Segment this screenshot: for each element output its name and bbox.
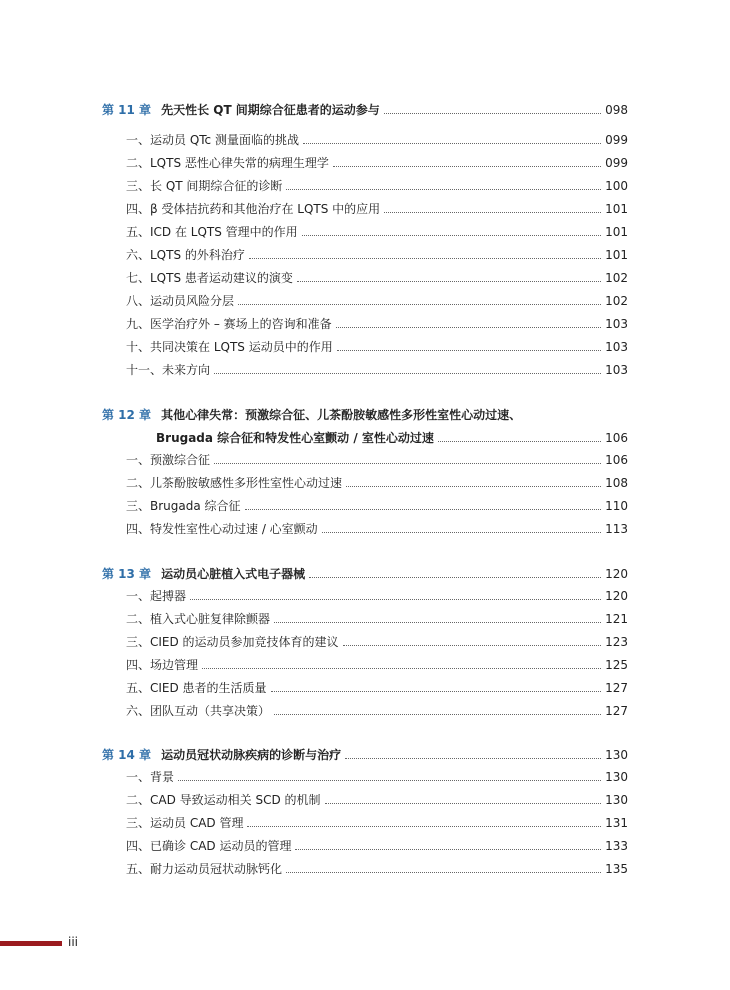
- section-entry[interactable]: [126, 174, 628, 194]
- section-entry[interactable]: [126, 494, 628, 514]
- section-entry[interactable]: [126, 834, 628, 854]
- section-entry[interactable]: [126, 607, 628, 627]
- section-title: 七、LQTS 患者运动建议的演变: [126, 271, 293, 285]
- section-page-number: 125: [605, 658, 628, 672]
- dot-leader: [384, 113, 601, 114]
- chapter-entry[interactable]: [102, 403, 628, 423]
- dot-leader: [295, 849, 601, 850]
- dot-leader: [297, 281, 601, 282]
- section-page-number: 099: [605, 156, 628, 170]
- section-title: 二、CAD 导致运动相关 SCD 的机制: [126, 793, 321, 807]
- section-title: 一、预激综合征: [126, 453, 211, 467]
- dot-leader: [190, 599, 601, 600]
- dot-leader: [346, 486, 601, 487]
- chapter-title: 运动员心脏植入式电子器械: [161, 567, 306, 581]
- section-title: 四、已确诊 CAD 运动员的管理: [126, 839, 292, 853]
- section-title: 三、运动员 CAD 管理: [126, 816, 244, 830]
- section-title: 三、Brugada 综合征: [126, 499, 241, 513]
- dot-leader: [238, 304, 601, 305]
- section-page-number: 102: [605, 271, 628, 285]
- dot-leader: [271, 691, 602, 692]
- section-entry[interactable]: [126, 448, 628, 468]
- section-page-number: 103: [605, 317, 628, 331]
- dot-leader: [303, 143, 601, 144]
- section-title: 四、特发性室性心动过速 / 心室颤动: [126, 522, 318, 536]
- section-title: 五、耐力运动员冠状动脉钙化: [126, 862, 283, 876]
- section-title: 六、LQTS 的外科治疗: [126, 248, 245, 262]
- section-page-number: 103: [605, 340, 628, 354]
- dot-leader: [274, 622, 601, 623]
- section-title: 五、CIED 患者的生活质量: [126, 681, 267, 695]
- dot-leader: [178, 780, 601, 781]
- dot-leader: [384, 212, 601, 213]
- section-title: 十、共同决策在 LQTS 运动员中的作用: [126, 340, 333, 354]
- section-title: 八、运动员风险分层: [126, 294, 235, 308]
- section-entry[interactable]: [126, 335, 628, 355]
- dot-leader: [302, 235, 601, 236]
- section-title: 二、LQTS 恶性心律失常的病理生理学: [126, 156, 329, 170]
- dot-leader: [286, 189, 601, 190]
- section-page-number: 130: [605, 770, 628, 784]
- section-title: 一、运动员 QTc 测量面临的挑战: [126, 133, 299, 147]
- section-page-number: 121: [605, 612, 628, 626]
- section-page-number: 130: [605, 793, 628, 807]
- section-entry[interactable]: [126, 220, 628, 240]
- dot-leader: [438, 441, 601, 442]
- section-title: 一、背景: [126, 770, 175, 784]
- chapter-title-continued: Brugada 综合征和特发性心室颤动 / 室性心动过速: [156, 431, 434, 445]
- section-entry[interactable]: [126, 857, 628, 877]
- section-entry[interactable]: [126, 699, 628, 719]
- section-entry[interactable]: [126, 765, 628, 785]
- section-title: 三、CIED 的运动员参加竞技体育的建议: [126, 635, 339, 649]
- dot-leader: [249, 258, 601, 259]
- chapter-page-number: 106: [605, 431, 628, 445]
- dot-leader: [345, 758, 601, 759]
- chapter-page-number: 120: [605, 567, 628, 581]
- section-page-number: 108: [605, 476, 628, 490]
- section-page-number: 100: [605, 179, 628, 193]
- section-entry[interactable]: [126, 517, 628, 537]
- chapter-entry-continued[interactable]: [156, 426, 628, 446]
- section-title: 二、儿茶酚胺敏感性多形性室性心动过速: [126, 476, 343, 490]
- section-entry[interactable]: [126, 584, 628, 604]
- section-title: 十一、未来方向: [126, 363, 211, 377]
- section-page-number: 135: [605, 862, 628, 876]
- section-title: 六、团队互动（共享决策）: [126, 704, 271, 718]
- section-title: 二、植入式心脏复律除颤器: [126, 612, 271, 626]
- section-title: 九、医学治疗外 – 赛场上的咨询和准备: [126, 317, 332, 331]
- dot-leader: [343, 645, 602, 646]
- chapter-entry[interactable]: [102, 98, 628, 118]
- chapter-page-number: 098: [605, 103, 628, 117]
- section-entry[interactable]: [126, 788, 628, 808]
- section-page-number: 131: [605, 816, 628, 830]
- dot-leader: [286, 872, 601, 873]
- section-page-number: 099: [605, 133, 628, 147]
- dot-leader: [325, 803, 602, 804]
- section-entry[interactable]: [126, 471, 628, 491]
- dot-leader: [214, 373, 601, 374]
- section-entry[interactable]: [126, 151, 628, 171]
- dot-leader: [322, 532, 601, 533]
- dot-leader: [336, 327, 601, 328]
- section-entry[interactable]: [126, 266, 628, 286]
- section-entry[interactable]: [126, 811, 628, 831]
- chapter-number: 第 13 章: [102, 567, 152, 581]
- dot-leader: [309, 577, 601, 578]
- chapter-entry[interactable]: [102, 743, 628, 763]
- dot-leader: [202, 668, 601, 669]
- footer-accent-bar: [0, 941, 62, 946]
- dot-leader: [245, 509, 602, 510]
- section-page-number: 110: [605, 499, 628, 513]
- section-page-number: 103: [605, 363, 628, 377]
- chapter-page-number: 130: [605, 748, 628, 762]
- section-page-number: 127: [605, 704, 628, 718]
- chapter-entry[interactable]: [102, 562, 628, 582]
- section-entry[interactable]: [126, 128, 628, 148]
- section-page-number: 101: [605, 225, 628, 239]
- section-page-number: 133: [605, 839, 628, 853]
- section-page-number: 101: [605, 202, 628, 216]
- chapter-number: 第 11 章: [102, 103, 152, 117]
- section-page-number: 123: [605, 635, 628, 649]
- chapter-number: 第 12 章: [102, 408, 152, 422]
- section-title: 四、场边管理: [126, 658, 199, 672]
- section-page-number: 106: [605, 453, 628, 467]
- dot-leader: [337, 350, 601, 351]
- section-entry[interactable]: [126, 653, 628, 673]
- dot-leader: [247, 826, 601, 827]
- section-title: 一、起搏器: [126, 589, 187, 603]
- section-page-number: 120: [605, 589, 628, 603]
- dot-leader: [274, 714, 601, 715]
- dot-leader: [214, 463, 601, 464]
- section-entry[interactable]: [126, 312, 628, 332]
- chapter-number: 第 14 章: [102, 748, 152, 762]
- section-page-number: 101: [605, 248, 628, 262]
- section-entry[interactable]: [126, 289, 628, 309]
- footer-page-number: iii: [68, 935, 79, 949]
- section-page-number: 102: [605, 294, 628, 308]
- section-entry[interactable]: [126, 630, 628, 650]
- chapter-title: 先天性长 QT 间期综合征患者的运动参与: [161, 103, 380, 117]
- section-page-number: 127: [605, 681, 628, 695]
- section-title: 四、β 受体拮抗药和其他治疗在 LQTS 中的应用: [126, 202, 381, 216]
- section-entry[interactable]: [126, 197, 628, 217]
- section-title: 三、长 QT 间期综合征的诊断: [126, 179, 283, 193]
- section-title: 五、ICD 在 LQTS 管理中的作用: [126, 225, 298, 239]
- dot-leader: [333, 166, 601, 167]
- section-page-number: 113: [605, 522, 628, 536]
- section-entry[interactable]: [126, 358, 628, 378]
- chapter-title: 其他心律失常：预激综合征、儿茶酚胺敏感性多形性室性心动过速、: [161, 408, 522, 422]
- section-entry[interactable]: [126, 676, 628, 696]
- section-entry[interactable]: [126, 243, 628, 263]
- chapter-title: 运动员冠状动脉疾病的诊断与治疗: [161, 748, 342, 762]
